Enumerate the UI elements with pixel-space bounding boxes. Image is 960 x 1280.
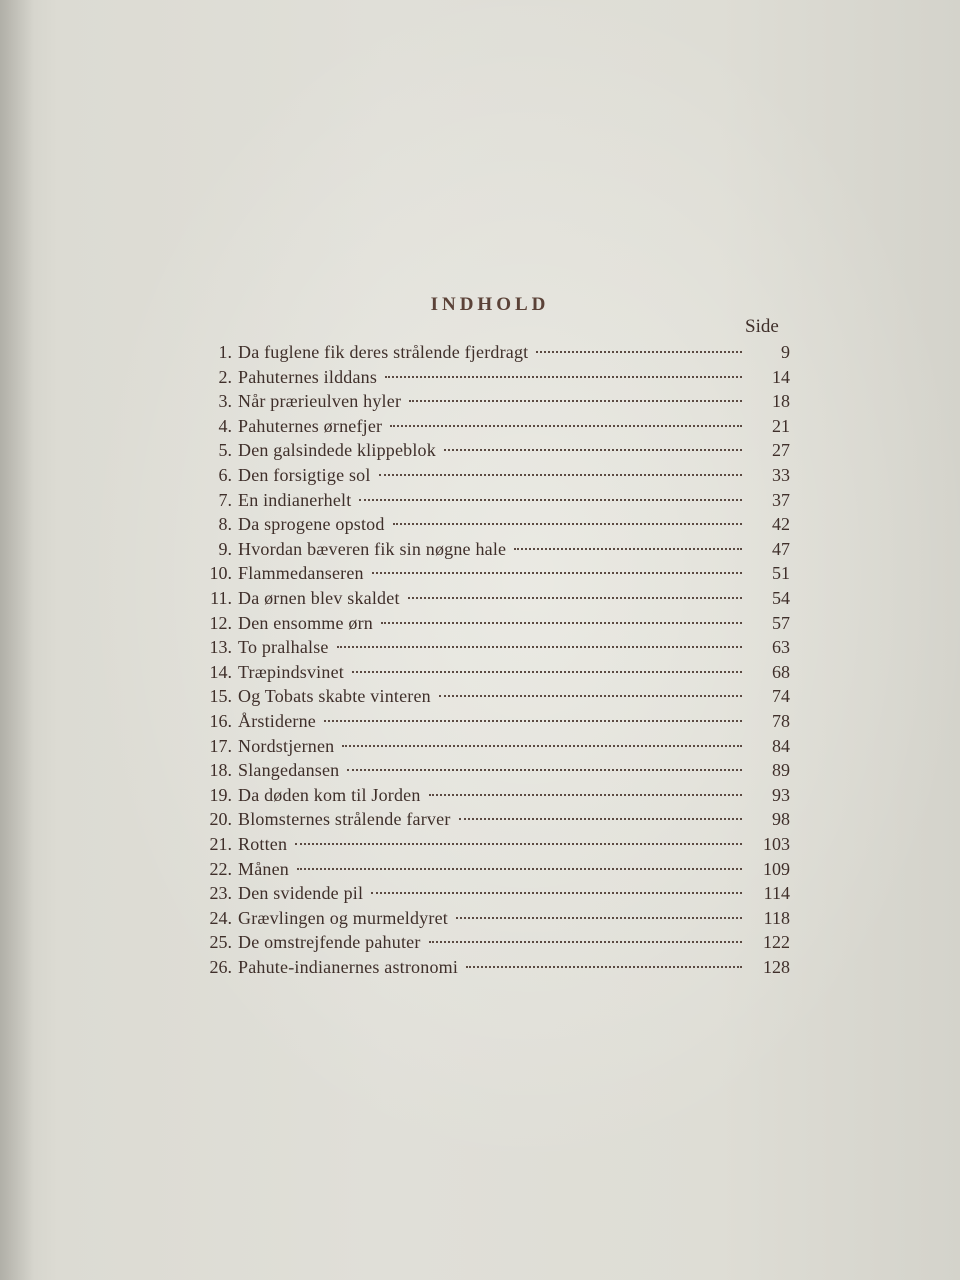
toc-entry-number: 11. <box>210 588 232 608</box>
toc-entry-page: 57 <box>772 613 790 633</box>
toc-entry-number: 20. <box>209 809 232 829</box>
toc-entry-number: 22. <box>209 859 232 879</box>
toc-entry-number: 15. <box>209 686 232 706</box>
toc-dot-leader <box>466 966 742 968</box>
toc-entry-number: 2. <box>218 367 232 387</box>
toc-entry <box>180 832 790 856</box>
toc-dot-leader <box>393 523 742 525</box>
toc-entry-number: 10. <box>209 563 232 583</box>
toc-dot-leader <box>347 769 742 771</box>
toc-entry-page: 89 <box>772 760 790 780</box>
toc-entry-page: 9 <box>781 342 790 362</box>
toc-entry-number: 14. <box>209 662 232 682</box>
toc-entry-page: 118 <box>763 908 790 928</box>
toc-entry-page: 74 <box>772 686 790 706</box>
toc-dot-leader <box>439 695 742 697</box>
toc-entry-number: 18. <box>209 760 232 780</box>
toc-entry-title: Pahuternes ørnefjer <box>238 416 383 436</box>
toc-dot-leader <box>390 425 742 427</box>
page-title: INDHOLD <box>430 294 550 315</box>
toc-entry-number: 19. <box>209 785 232 805</box>
toc-entry-number: 26. <box>209 957 232 977</box>
toc-entry-title: Årstiderne <box>238 711 316 731</box>
toc-dot-leader <box>359 499 742 501</box>
toc-entry <box>180 438 790 462</box>
toc-entry-page: 33 <box>772 465 790 485</box>
toc-entry-page: 93 <box>772 785 790 805</box>
toc-entry <box>180 906 790 930</box>
toc-entry <box>180 881 790 905</box>
toc-entry <box>180 955 790 979</box>
toc-entry-page: 84 <box>772 736 790 756</box>
toc-entry-number: 3. <box>218 391 232 411</box>
toc-entry-page: 128 <box>763 957 790 977</box>
toc-dot-leader <box>379 474 742 476</box>
toc-dot-leader <box>297 868 742 870</box>
toc-entry <box>180 758 790 782</box>
toc-entry-title: To pralhalse <box>238 637 329 657</box>
page-column-label: Side <box>745 316 779 337</box>
toc-entry-page: 63 <box>772 637 790 657</box>
toc-entry <box>180 857 790 881</box>
toc-dot-leader <box>459 818 742 820</box>
toc-entry <box>180 611 790 635</box>
toc-entry <box>180 709 790 733</box>
toc-dot-leader <box>352 671 742 673</box>
toc-entry-number: 21. <box>209 834 232 854</box>
toc-entry <box>180 586 790 610</box>
page-gutter-shadow <box>0 0 34 1280</box>
toc-entry-title: Den forsigtige sol <box>238 465 371 485</box>
toc-entry-number: 23. <box>209 883 232 903</box>
toc-entry-number: 9. <box>218 539 232 559</box>
toc-entry <box>180 734 790 758</box>
toc-dot-leader <box>408 597 742 599</box>
toc-entry-page: 42 <box>772 514 790 534</box>
toc-entry <box>180 365 790 389</box>
toc-dot-leader <box>385 376 742 378</box>
toc-entry-title: Blomsternes strålende farver <box>238 809 451 829</box>
toc-entry-page: 18 <box>772 391 790 411</box>
toc-entry-number: 24. <box>209 908 232 928</box>
toc-entry-title: Da sprogene opstod <box>238 514 385 534</box>
toc-entry <box>180 807 790 831</box>
toc-entry-page: 122 <box>763 932 790 952</box>
toc-dot-leader <box>342 745 742 747</box>
toc-entry <box>180 340 790 364</box>
toc-dot-leader <box>444 449 742 451</box>
toc-entry-title: Da fuglene fik deres strålende fjerdragt <box>238 342 529 362</box>
toc-dot-leader <box>514 548 742 550</box>
toc-dot-leader <box>536 351 742 353</box>
toc-entry-page: 27 <box>772 440 790 460</box>
toc-entry-title: Den ensomme ørn <box>238 613 373 633</box>
toc-entry-page: 78 <box>772 711 790 731</box>
toc-entry-page: 114 <box>763 883 790 903</box>
toc-entry-number: 16. <box>209 711 232 731</box>
toc-entry-title: Nordstjernen <box>238 736 335 756</box>
toc-entry-page: 103 <box>763 834 790 854</box>
toc-dot-leader <box>371 892 742 894</box>
toc-entry-title: Månen <box>238 859 289 879</box>
toc-entry-title: Grævlingen og murmeldyret <box>238 908 448 928</box>
toc-entry-title: Pahute-indianernes astronomi <box>238 957 459 977</box>
toc-dot-leader <box>409 400 742 402</box>
toc-dot-leader <box>381 622 742 624</box>
toc-entry-title: En indianerhelt <box>238 490 352 510</box>
toc-entry <box>180 488 790 512</box>
toc-dot-leader <box>324 720 742 722</box>
toc-dot-leader <box>295 843 742 845</box>
toc-entry-page: 68 <box>772 662 790 682</box>
toc-entry-page: 98 <box>772 809 790 829</box>
toc-entry <box>180 389 790 413</box>
toc-entry-title: Træpindsvinet <box>238 662 344 682</box>
toc-entry-page: 14 <box>772 367 790 387</box>
toc-entry <box>180 783 790 807</box>
toc-entry-title: Slangedansen <box>238 760 340 780</box>
toc-entry-title: Da døden kom til Jorden <box>238 785 421 805</box>
toc-entry-page: 51 <box>772 563 790 583</box>
toc-dot-leader <box>429 941 742 943</box>
toc-entry <box>180 463 790 487</box>
toc-entry <box>180 512 790 536</box>
toc-entry-number: 6. <box>218 465 232 485</box>
toc-entry-page: 21 <box>772 416 790 436</box>
toc-entry-title: Rotten <box>238 834 288 854</box>
toc-entry <box>180 684 790 708</box>
toc-entry-page: 47 <box>772 539 790 559</box>
toc-entry <box>180 537 790 561</box>
toc-entry-title: Pahuternes ilddans <box>238 367 378 387</box>
toc-entry-number: 12. <box>209 613 232 633</box>
toc-entry-number: 17. <box>209 736 232 756</box>
toc-entry-title: Den svidende pil <box>238 883 364 903</box>
toc-entry-page: 37 <box>772 490 790 510</box>
toc-entry <box>180 660 790 684</box>
toc-dot-leader <box>456 917 742 919</box>
toc-entry-number: 4. <box>218 416 232 436</box>
toc-entry-title: Flammedanseren <box>238 563 364 583</box>
toc-entry-title: Da ørnen blev skaldet <box>238 588 400 608</box>
toc-entry-number: 25. <box>209 932 232 952</box>
toc-entry <box>180 930 790 954</box>
toc-dot-leader <box>429 794 742 796</box>
toc-entry-title: Hvordan bæveren fik sin nøgne hale <box>238 539 507 559</box>
toc-entry-number: 13. <box>209 637 232 657</box>
toc-entry <box>180 414 790 438</box>
toc-entry-title: De omstrejfende pahuter <box>238 932 421 952</box>
toc-entry-number: 5. <box>218 440 232 460</box>
toc-dot-leader <box>372 572 742 574</box>
toc-entry-number: 1. <box>218 342 232 362</box>
toc-entry-title: Den galsindede klippeblok <box>238 440 436 460</box>
toc-dot-leader <box>337 646 742 648</box>
toc-entry-number: 7. <box>218 490 232 510</box>
toc-entry-page: 54 <box>772 588 790 608</box>
toc-entry-title: Når prærieulven hyler <box>238 391 402 411</box>
toc-entry <box>180 561 790 585</box>
toc-entry-page: 109 <box>763 859 790 879</box>
toc-entry-number: 8. <box>218 514 232 534</box>
toc-entry-title: Og Tobats skabte vinteren <box>238 686 431 706</box>
toc-entry <box>180 635 790 659</box>
